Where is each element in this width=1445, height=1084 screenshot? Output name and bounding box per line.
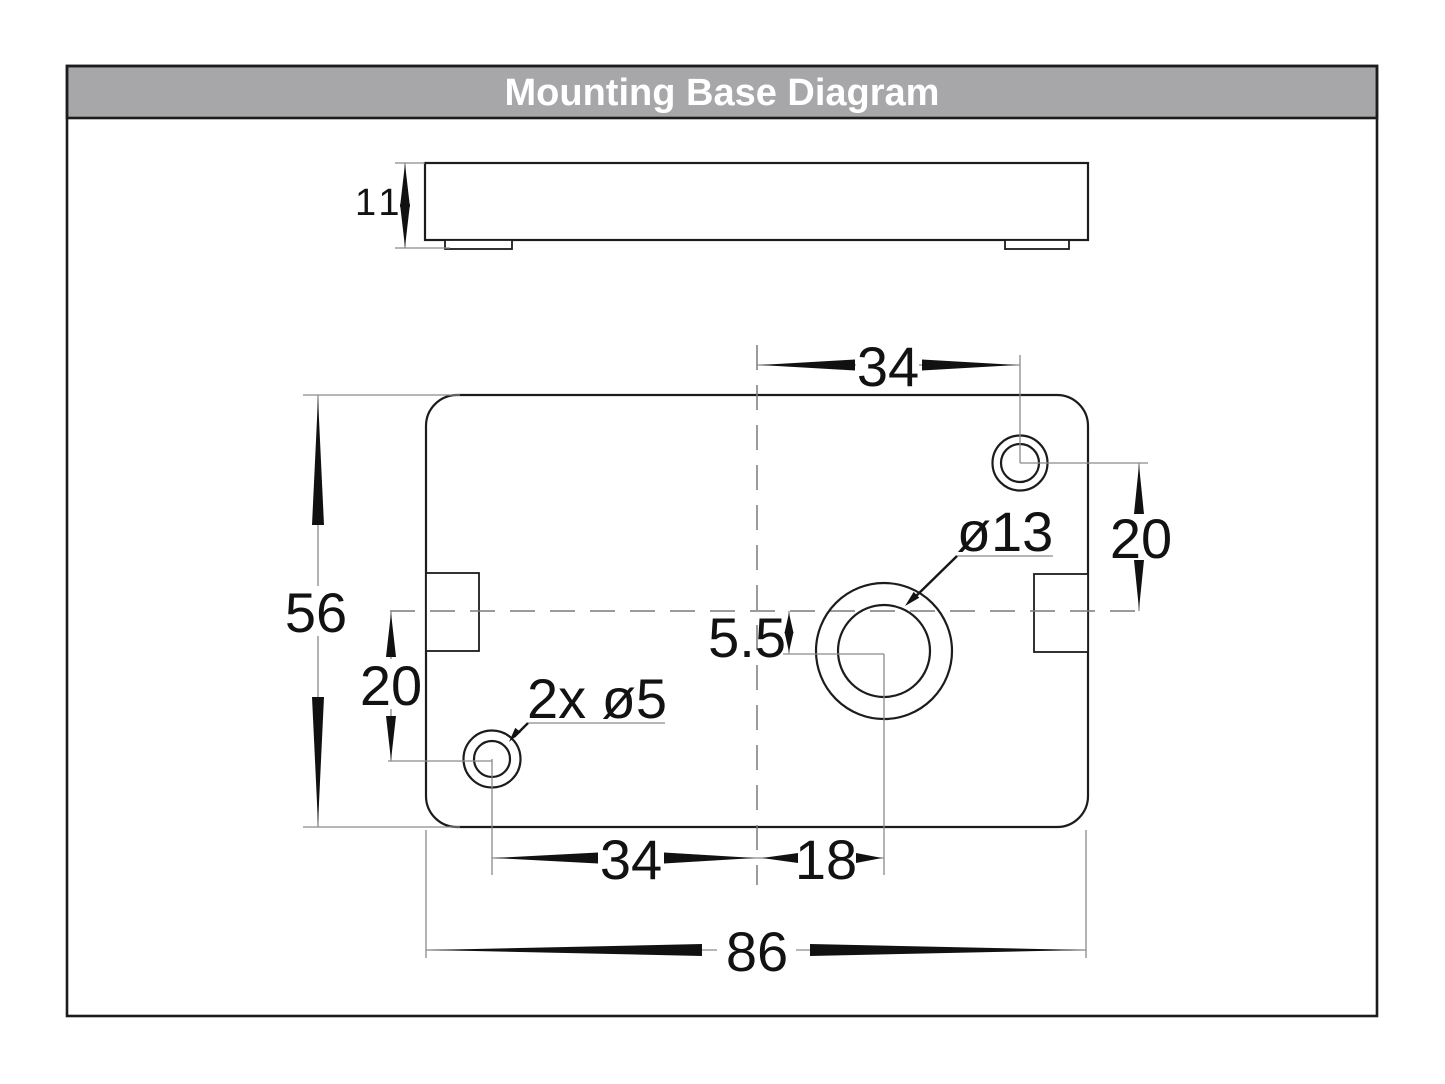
dim-34-bottom-arrow-left — [494, 853, 598, 864]
dim-34-bottom-arrow-right — [664, 853, 755, 864]
dim-56-arrow-down — [312, 697, 324, 824]
dim-18-arrow-left — [762, 853, 798, 863]
dim-34-top-label: 34 — [856, 335, 920, 398]
dim-20-left-arrow-down — [386, 716, 396, 760]
plan-notch-left — [426, 573, 479, 651]
dim-56-label: 56 — [284, 581, 348, 644]
label-large-hole: ø13 — [956, 500, 1054, 563]
dim-11-label: 11 — [355, 182, 405, 224]
dim-20-left-arrow-up — [386, 613, 396, 657]
label-small-holes: 2x ø5 — [526, 667, 668, 730]
dim-18-label: 18 — [794, 828, 858, 891]
dim-20-right-label: 20 — [1109, 507, 1173, 570]
dim-86-label: 86 — [725, 920, 789, 983]
dim-5-5-label: 5.5 — [708, 606, 786, 669]
page-title: Mounting Base Diagram — [504, 72, 940, 114]
dim-20-left-label: 20 — [359, 654, 423, 717]
dim-34-bottom-label: 34 — [599, 828, 663, 891]
dim-18-arrow-right — [856, 853, 882, 863]
dim-86-arrow-right — [810, 944, 1083, 956]
side-view-body — [425, 163, 1088, 240]
side-view-foot-right — [1005, 240, 1069, 249]
dim-34-top-arrow-left — [760, 360, 855, 371]
plan-notch-right — [1034, 574, 1088, 652]
side-view-foot-left — [445, 240, 512, 249]
dim-86-arrow-left — [429, 944, 702, 956]
dim-56-arrow-up — [312, 398, 324, 525]
dim-34-top-arrow-right — [922, 360, 1017, 371]
